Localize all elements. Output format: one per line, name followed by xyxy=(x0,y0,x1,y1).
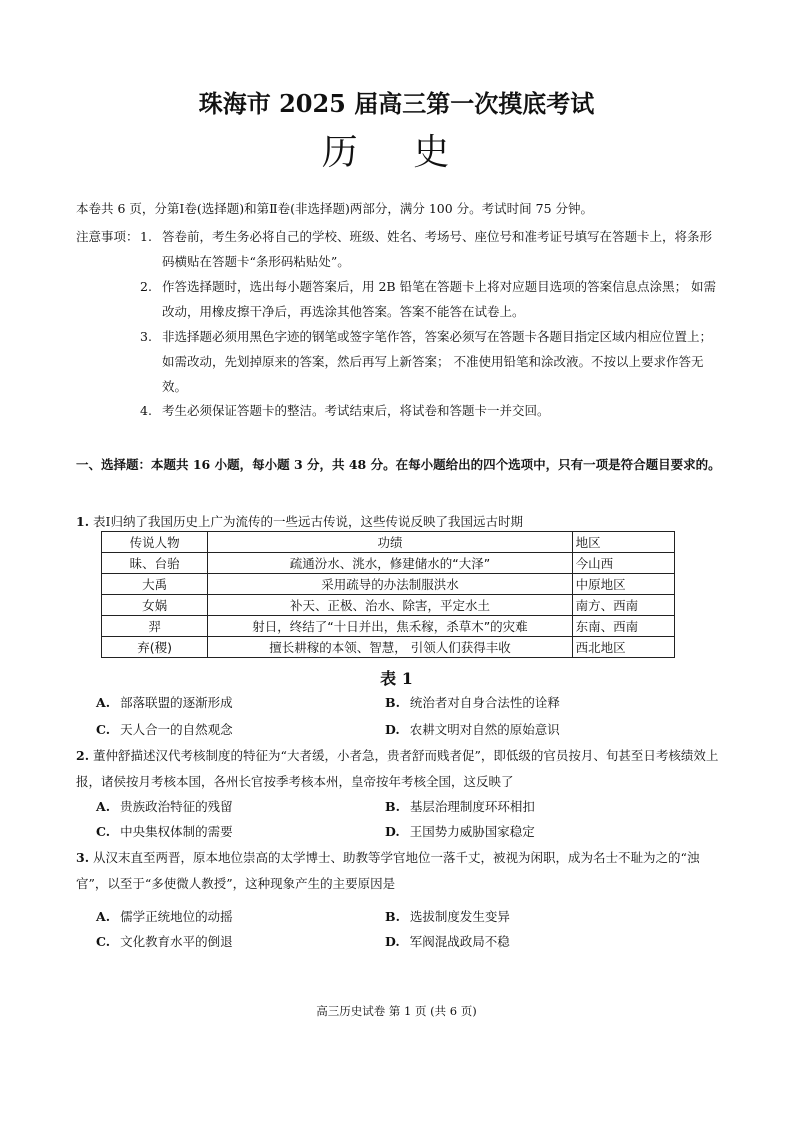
option-text: 儒学正统地位的动摇 xyxy=(120,909,233,924)
table-cell: 擅长耕稼的本领、智慧， 引领人们获得丰收 xyxy=(208,637,572,658)
question-3-stem xyxy=(76,845,726,897)
table-row xyxy=(102,574,675,595)
question-number: 2. xyxy=(76,748,90,763)
table-header: 传说人物 xyxy=(102,532,208,553)
option-label: B. xyxy=(385,909,400,924)
option-a[interactable] xyxy=(96,796,233,818)
note-number: 3. xyxy=(140,329,152,344)
option-label: D. xyxy=(385,722,400,737)
option-d[interactable] xyxy=(385,719,560,741)
option-text: 中央集权体制的需要 xyxy=(120,824,233,839)
option-text: 贵族政治特征的残留 xyxy=(120,799,233,814)
table-row xyxy=(102,553,675,574)
option-d[interactable] xyxy=(385,931,510,953)
table-cell: 今山西 xyxy=(572,553,674,574)
option-b[interactable] xyxy=(385,692,560,714)
option-text: 统治者对自身合法性的诠释 xyxy=(409,695,560,710)
note-item xyxy=(140,324,720,399)
option-text: 农耕文明对自然的原始意识 xyxy=(409,722,560,737)
table-cell: 大禹 xyxy=(102,574,208,595)
option-text: 天人合一的自然观念 xyxy=(120,722,233,737)
section-heading: 一、选择题：本题共 16 小题，每小题 3 分，共 48 分。在每小题给出的四个选项中，只有一项是符合题目要求的。 xyxy=(76,457,721,472)
option-label: C. xyxy=(96,824,111,839)
table-cell: 女娲 xyxy=(102,595,208,616)
table-cell: 羿 xyxy=(102,616,208,637)
note-number: 1. xyxy=(140,229,152,244)
option-c[interactable] xyxy=(96,719,233,741)
table-cell: 中原地区 xyxy=(572,574,674,595)
option-a[interactable] xyxy=(96,906,233,928)
option-text: 基层治理制度环环相扣 xyxy=(409,799,535,814)
option-label: A. xyxy=(96,799,111,814)
table-cell: 弃(稷) xyxy=(102,637,208,658)
table-header-row xyxy=(102,532,675,553)
note-item xyxy=(140,398,720,423)
note-text: 作答选择题时，选出每小题答案后，用 2B 铅笔在答题卡上将对应题目选项的答案信息点涂黑； 如需改动，用橡皮擦干净后，再选涂其他答案。答案不能答在试卷上。 xyxy=(162,279,717,319)
question-text: 董仲舒描述汉代考核制度的特征为“大者缓，小者急，贵者舒而贱者促”，即低级的官员按月、旬甚至日考核绩效上报，诸侯按月考核本国，各州长官按季考核本州，皇帝按年考核全国，这反映了 xyxy=(76,748,719,789)
table-row xyxy=(102,616,675,637)
exam-title: 珠海市 2025 届高三第一次摸底考试 xyxy=(198,89,595,118)
option-text: 选拔制度发生变异 xyxy=(409,909,510,924)
table-cell: 昧、台骀 xyxy=(102,553,208,574)
option-b[interactable] xyxy=(385,906,510,928)
table-header: 地区 xyxy=(572,532,674,553)
question-text: 表Ⅰ归纳了我国历史上广为流传的一些远古传说，这些传说反映了我国远古时期 xyxy=(93,514,523,529)
option-label: C. xyxy=(96,722,111,737)
table-cell: 补天、正极、治水、除害，平定水土 xyxy=(208,595,572,616)
note-number: 2. xyxy=(140,279,152,294)
option-c[interactable] xyxy=(96,931,233,953)
table-cell: 东南、西南 xyxy=(572,616,674,637)
note-item xyxy=(140,274,720,324)
option-label: A. xyxy=(96,909,111,924)
question-number: 3. xyxy=(76,850,90,865)
option-text: 王国势力威胁国家稳定 xyxy=(409,824,535,839)
option-text: 部落联盟的逐渐形成 xyxy=(120,695,233,710)
question-number: 1. xyxy=(76,514,90,529)
option-label: D. xyxy=(385,934,400,949)
table-cell: 西北地区 xyxy=(572,637,674,658)
option-text: 文化教育水平的倒退 xyxy=(120,934,233,949)
option-label: B. xyxy=(385,799,400,814)
note-text: 答卷前，考生务必将自己的学校、班级、姓名、考场号、座位号和准考证号填写在答题卡上，将条形码横贴在答题卡“条形码粘贴处”。 xyxy=(162,229,713,269)
option-label: A. xyxy=(96,695,111,710)
option-c[interactable] xyxy=(96,821,233,843)
table-header: 功绩 xyxy=(208,532,572,553)
page-footer: 高三历史试卷 第 1 页 (共 6 页) xyxy=(316,1004,477,1018)
option-label: C. xyxy=(96,934,111,949)
intro-text: 本卷共 6 页，分第Ⅰ卷(选择题)和第Ⅱ卷(非选择题)两部分，满分 100 分。考试时间 75 分钟。 xyxy=(76,201,593,216)
option-b[interactable] xyxy=(385,796,535,818)
option-a[interactable] xyxy=(96,692,233,714)
table-row xyxy=(102,637,675,658)
option-text: 军阀混战政局不稳 xyxy=(409,934,510,949)
note-text: 考生必须保证答题卡的整洁。考试结束后，将试卷和答题卡一并交回。 xyxy=(162,403,550,418)
table-row xyxy=(102,595,675,616)
question-text: 从汉末直至两晋，原本地位崇高的太学博士、助教等学官地位一落千丈，被视为闲职，成为名士不耻为之的“浊官”，以至于“多使微人教授”，这种现象产生的主要原因是 xyxy=(76,850,700,891)
subject-title: 历 史 xyxy=(321,132,472,173)
table-cell: 射日，终结了“十日并出，焦禾稼，杀草木”的灾难 xyxy=(208,616,572,637)
question-2-stem xyxy=(76,743,726,795)
legend-table xyxy=(101,531,675,658)
table-cell: 采用疏导的办法制服洪水 xyxy=(208,574,572,595)
option-label: D. xyxy=(385,824,400,839)
note-number: 4. xyxy=(140,403,152,418)
table-cell: 疏通汾水、洮水，修建储水的“大泽” xyxy=(208,553,572,574)
option-d[interactable] xyxy=(385,821,535,843)
table-caption: 表 1 xyxy=(380,669,413,688)
note-text: 非选择题必须用黑色字迹的钢笔或签字笔作答，答案必须写在答题卡各题目指定区域内相应位置上； 如需改动，先划掉原来的答案，然后再写上新答案； 不准使用铅笔和涂改液。不按以上要求作答无效。 xyxy=(162,329,713,394)
note-item xyxy=(140,224,720,274)
option-label: B. xyxy=(385,695,400,710)
table-cell: 南方、西南 xyxy=(572,595,674,616)
notes-label: 注意事项： xyxy=(76,229,139,244)
